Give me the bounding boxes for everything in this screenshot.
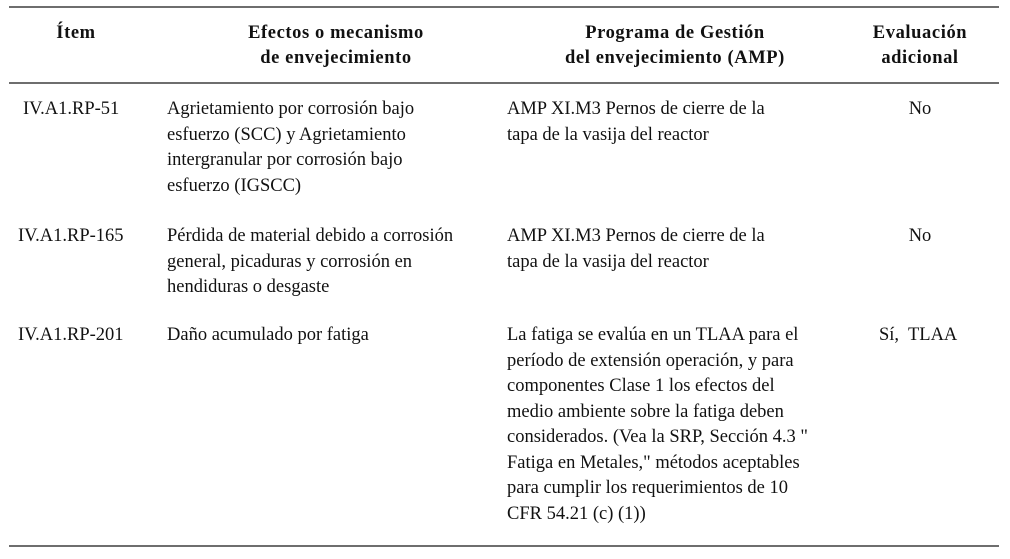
header-amp [540, 21, 810, 71]
header-amp-line: Programa de Gestión [585, 23, 765, 43]
header-aging-effect-line: de envejecimiento [260, 48, 412, 68]
row-aging-effect [167, 323, 369, 349]
header-additional-evaluation [855, 21, 985, 71]
row-amp [507, 224, 765, 275]
header-amp-line: del envejecimiento (AMP) [565, 48, 785, 68]
row-amp-line: medio ambiente sobre la fatiga deben [507, 401, 784, 422]
header-additional-evaluation-line: Evaluación [872, 23, 968, 43]
row-amp-line: AMP XI.M3 Pernos de cierre de la [507, 99, 765, 119]
table-top-rule [9, 6, 999, 8]
row-aging-effect [167, 97, 414, 199]
row-aging-effect-line: general, picaduras y corrosión en [167, 251, 413, 272]
header-rule [9, 82, 999, 84]
row-aging-effect-line: hendiduras o desgaste [167, 277, 330, 297]
row-amp [507, 97, 765, 148]
row-aging-effect [167, 224, 453, 301]
header-aging-effect-line: Efectos o mecanismo [248, 23, 424, 43]
table-bottom-rule [9, 545, 999, 547]
header-additional-evaluation-line: adicional [881, 48, 959, 68]
header-item [30, 21, 122, 46]
row-aging-effect-line: intergranular por corrosión bajo [167, 150, 403, 170]
row-amp [507, 323, 808, 527]
row-item-id: IV.A1.RP-165 [18, 226, 124, 246]
row-item-id: IV.A1.RP-201 [18, 325, 124, 345]
row-additional-evaluation: No [908, 226, 932, 246]
row-amp-line: período de extensión operación, y para [507, 350, 794, 371]
row-aging-effect-line: Daño acumulado por fatiga [167, 325, 369, 345]
row-amp-line: componentes Clase 1 los efectos del [507, 376, 775, 396]
row-aging-effect-line: Agrietamiento por corrosión bajo [167, 99, 415, 119]
row-amp-line: tapa de la vasija del reactor [507, 251, 709, 272]
row-additional-evaluation: No [908, 99, 932, 119]
row-aging-effect-line: esfuerzo (SCC) y Agrietamiento [167, 124, 406, 145]
header-item-line: Ítem [56, 23, 96, 43]
row-additional-evaluation: Sí, TLAA [879, 325, 958, 345]
row-amp-line: La fatiga se evalúa en un TLAA para el [507, 325, 799, 345]
row-amp-line: Fatiga en Metales," métodos aceptables [507, 452, 800, 473]
row-amp-line: tapa de la vasija del reactor [507, 124, 709, 145]
row-item-id: IV.A1.RP-51 [23, 99, 120, 119]
row-aging-effect-line: Pérdida de material debido a corrosión [167, 226, 454, 246]
row-amp-line: CFR 54.21 (c) (1)) [507, 503, 646, 524]
row-amp-line: para cumplir los requerimientos de 10 [507, 478, 789, 498]
row-amp-line: AMP XI.M3 Pernos de cierre de la [507, 226, 765, 246]
row-aging-effect-line: esfuerzo (IGSCC) [167, 175, 302, 196]
row-amp-line: considerados. (Vea la SRP, Sección 4.3 " [507, 427, 808, 447]
header-aging-effect [226, 21, 446, 71]
